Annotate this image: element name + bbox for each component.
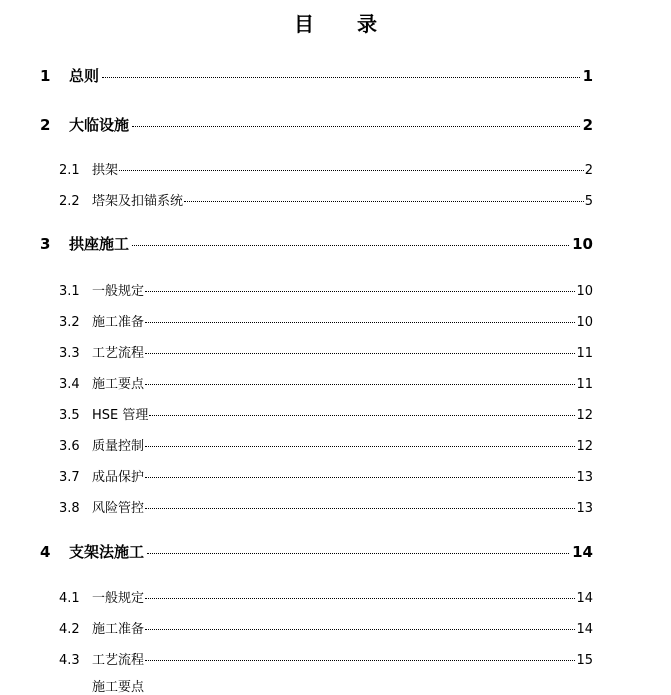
dot-leader (119, 170, 584, 171)
toc-title: 目 录 (294, 12, 395, 36)
toc-entry-number: 3.4 (59, 377, 80, 392)
toc-entry-page: 1 (582, 67, 593, 85)
toc-entry[interactable] (40, 114, 593, 135)
toc-entry[interactable] (59, 280, 593, 299)
toc-entry[interactable] (59, 404, 593, 423)
toc-entry[interactable] (59, 497, 593, 516)
toc-entry[interactable] (59, 342, 593, 361)
toc-entry-text: 一般规定 (92, 284, 145, 299)
dot-leader (145, 446, 575, 447)
toc-entry[interactable] (59, 435, 593, 454)
toc-entry-text: 一般规定 (92, 591, 145, 606)
toc-entry-page: 12 (576, 408, 593, 423)
toc-entry-number: 3.2 (59, 315, 80, 330)
toc-entry-text: 施工准备 (92, 622, 145, 637)
toc-entry-number: 2.2 (59, 194, 80, 209)
toc-entry-page: 14 (572, 543, 593, 561)
dot-leader (145, 291, 575, 292)
dot-leader (145, 384, 575, 385)
toc-entry[interactable] (59, 159, 593, 178)
toc-entry-text: 总则 (69, 67, 100, 85)
toc-entry[interactable] (40, 65, 593, 86)
toc-entry-text: 拱架 (92, 163, 119, 178)
toc-entry-text: 塔架及扣锚系统 (92, 194, 184, 209)
toc-entry[interactable] (59, 649, 593, 668)
dot-leader (147, 553, 569, 554)
toc-entry-number: 3.8 (59, 501, 80, 516)
toc-entry[interactable] (59, 373, 593, 392)
toc-entry-text: HSE 管理 (92, 408, 149, 423)
dot-leader (145, 477, 575, 478)
toc-entry-number: 4.2 (59, 622, 80, 637)
toc-entry-page: 13 (576, 470, 593, 485)
toc-entry-text: 工艺流程 (92, 346, 145, 361)
toc-entry-page: 13 (576, 501, 593, 516)
toc-entry-number: 4.3 (59, 653, 80, 668)
toc-entry-number: 3.5 (59, 408, 80, 423)
dot-leader (184, 201, 584, 202)
toc-entry[interactable] (59, 587, 593, 606)
toc-entry-text: 施工准备 (92, 315, 145, 330)
toc-entry-page: 14 (576, 622, 593, 637)
dot-leader (132, 245, 569, 246)
toc-entry-page: 10 (576, 284, 593, 299)
toc-entry[interactable] (40, 541, 593, 562)
dot-leader (102, 77, 580, 78)
toc-entry-page: 10 (572, 235, 593, 253)
dot-leader (145, 598, 575, 599)
dot-leader (145, 629, 575, 630)
dot-leader (145, 353, 575, 354)
toc-entry[interactable] (40, 233, 593, 254)
toc-entry[interactable] (59, 466, 593, 485)
toc-entry[interactable] (59, 618, 593, 637)
toc-entry-page: 11 (576, 346, 593, 361)
toc-entry-number: 2.1 (59, 163, 80, 178)
toc-entry-page: 11 (576, 377, 593, 392)
toc-entry-text: 施工要点 (92, 377, 145, 392)
toc-entry-page: 14 (576, 591, 593, 606)
toc-entry-page: 10 (576, 315, 593, 330)
dot-leader (145, 660, 575, 661)
toc-entry-number: 3.7 (59, 470, 80, 485)
toc-entry-number: 3.3 (59, 346, 80, 361)
toc-entry-number: 3 (40, 235, 51, 253)
toc-entry-text: 质量控制 (92, 439, 145, 454)
toc-entry-number: 4.1 (59, 591, 80, 606)
toc-entry-number: 2 (40, 116, 51, 134)
toc-entry-number: 1 (40, 67, 51, 85)
toc-entry-page: 15 (576, 653, 593, 668)
toc-entry-page: 5 (584, 194, 593, 209)
toc-entry-number: 3.1 (59, 284, 80, 299)
toc-entry-page: 12 (576, 439, 593, 454)
dot-leader (132, 126, 580, 127)
toc-entry-text: 风险管控 (92, 501, 145, 516)
toc-entry-text: 支架法施工 (69, 543, 145, 561)
toc-entry-text: 大临设施 (69, 116, 130, 134)
toc-entry-text: 施工要点 (92, 680, 145, 695)
toc-entry-number: 3.6 (59, 439, 80, 454)
dot-leader (145, 322, 575, 323)
toc-entry-number: 4 (40, 543, 51, 561)
dot-leader (145, 508, 575, 509)
toc-entry-text: 成品保护 (92, 470, 145, 485)
toc-entry[interactable] (59, 311, 593, 330)
toc-entry[interactable] (59, 190, 593, 209)
toc-entry-page: 2 (582, 116, 593, 134)
toc-entry-page: 2 (584, 163, 593, 178)
dot-leader (149, 415, 575, 416)
toc-entry-partial (59, 676, 144, 695)
toc-entry-text: 拱座施工 (69, 235, 130, 253)
toc-entry-text: 工艺流程 (92, 653, 145, 668)
